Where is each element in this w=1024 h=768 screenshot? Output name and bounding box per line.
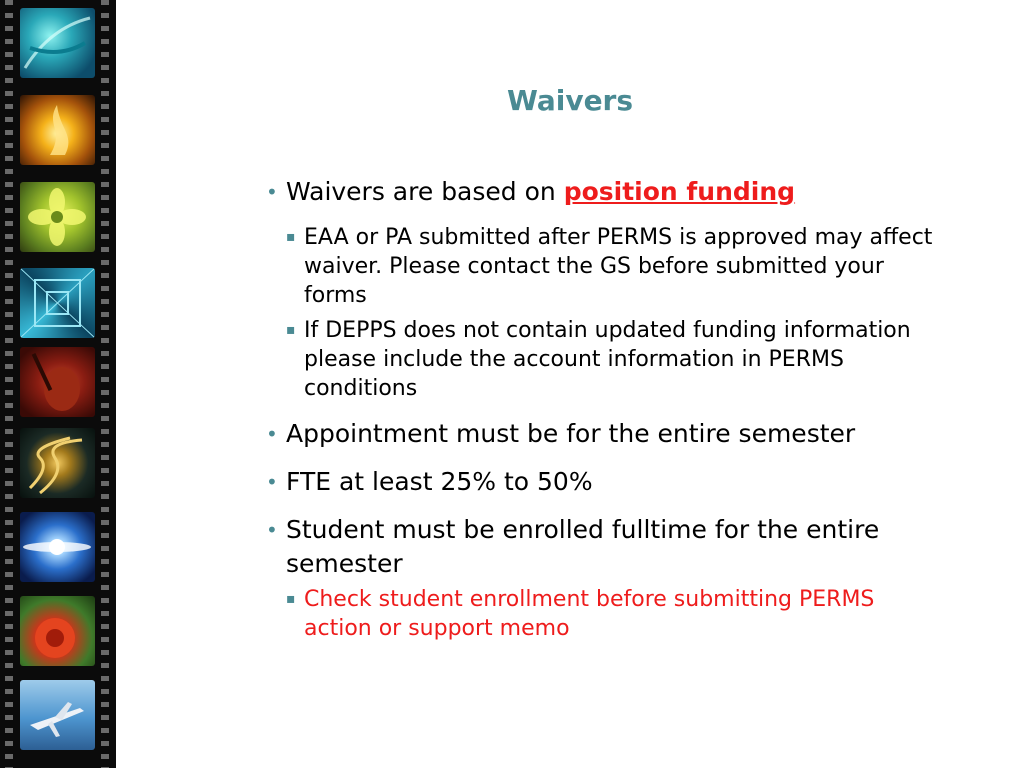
square-bullet-icon: ▪ — [286, 322, 296, 338]
sub-bullet-text: Check student enrollment before submitting PERMS action or support memo — [304, 587, 875, 641]
bullet-icon: • — [266, 180, 278, 204]
film-strip — [0, 0, 116, 768]
bullet-icon: • — [266, 422, 278, 446]
abstract-cyan-icon — [20, 8, 95, 78]
sub-bullet-text: EAA or PA submitted after PERMS is approved may affect waiver. Please contact the GS before submitted your forms — [304, 225, 933, 308]
bullet-fte — [262, 465, 942, 499]
bullet-appointment — [262, 417, 942, 451]
film-perforation-right — [101, 0, 109, 768]
sub-bullet-check-enrollment — [262, 585, 942, 643]
flower-icon — [20, 182, 95, 252]
sub-bullet-eaa-pa — [262, 223, 942, 310]
light-burst-icon — [20, 512, 95, 582]
dna-helix-icon — [20, 428, 95, 498]
square-bullet-icon: ▪ — [286, 229, 296, 245]
bullet-text: Appointment must be for the entire semester — [286, 419, 856, 448]
fire-icon — [20, 95, 95, 165]
airplane-icon — [20, 680, 95, 750]
bullet-list — [262, 175, 942, 649]
square-bullet-icon: ▪ — [286, 591, 296, 607]
position-funding-link[interactable]: position funding — [563, 177, 796, 206]
bullet-enrollment — [262, 513, 942, 581]
violin-icon — [20, 347, 95, 417]
red-flower-icon — [20, 596, 95, 666]
bullet-position-funding — [262, 175, 942, 209]
sub-bullet-depps — [262, 316, 942, 403]
bullet-icon: • — [266, 470, 278, 494]
bullet-text: Waivers are based on — [286, 177, 564, 206]
sub-bullet-text: If DEPPS does not contain updated funding information please include the account information in PERMS conditions — [304, 318, 911, 401]
geometric-tunnel-icon — [20, 268, 95, 338]
bullet-text: Student must be enrolled fulltime for the entire semester — [286, 515, 880, 578]
bullet-icon: • — [266, 518, 278, 542]
film-perforation-left — [5, 0, 13, 768]
bullet-text: FTE at least 25% to 50% — [286, 467, 593, 496]
slide-title: Waivers — [506, 84, 634, 117]
